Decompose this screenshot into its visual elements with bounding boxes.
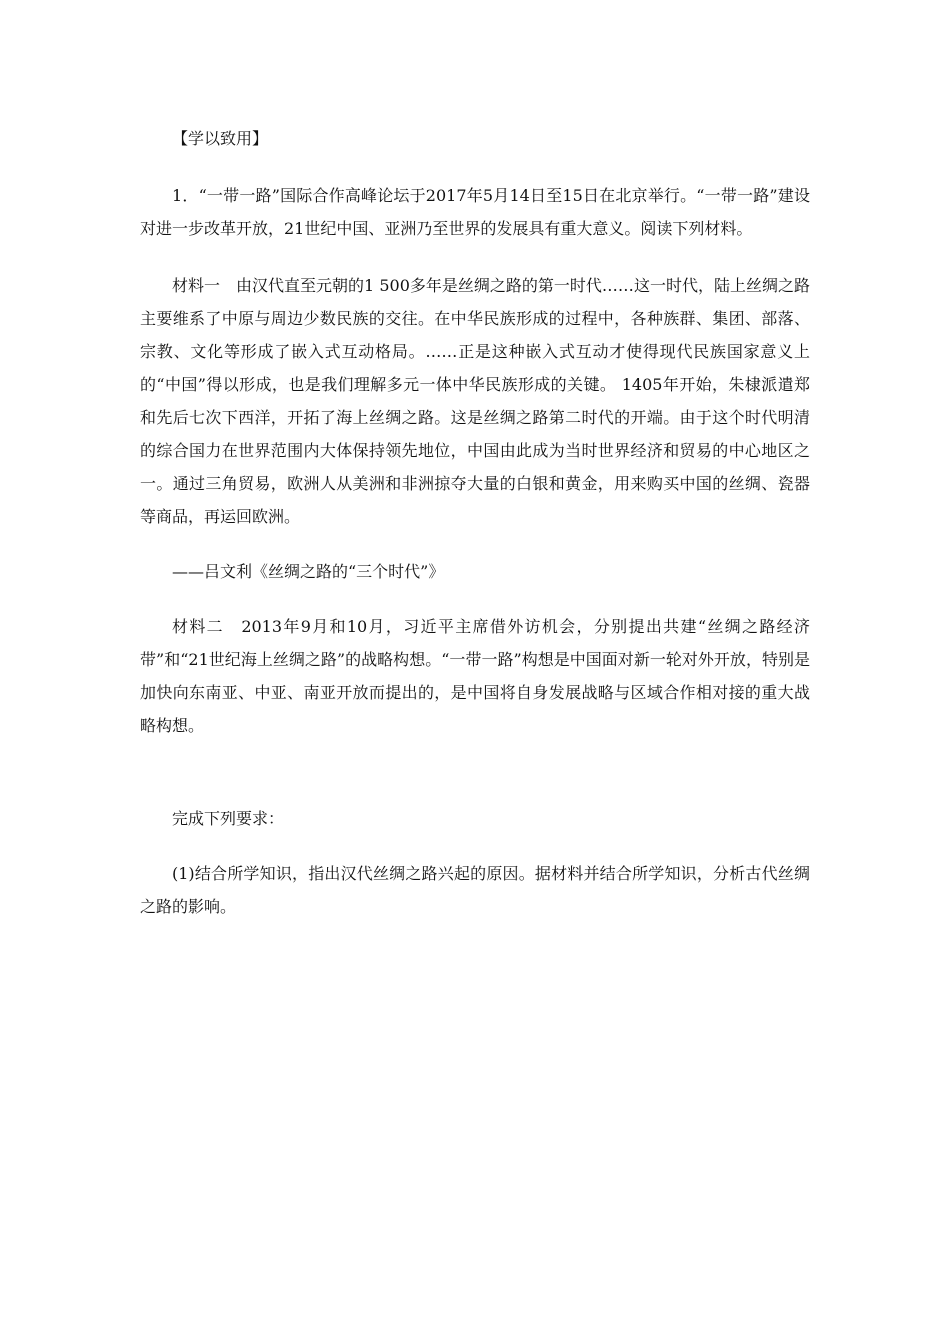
material-one-text: 材料一 由汉代直至元朝的1 500多年是丝绸之路的第一时代……这一时代，陆上丝绸之路主要维系了中原与周边少数民族的交往。在中华民族形成的过程中，各种族群、集团、部落、宗教、文化等形成了嵌入式互动格局。……正是这种嵌入式互动才使得现代民族国家意义上的“中国”得以形成，也是我们理解多元一体中华民族形成的关键。 1405年开始，朱棣派遣郑和先后七次下西洋，开拓了海上丝绸之路。这是丝绸之路第二时代的开端。由于这个时代明清的综合国力在世界范围内大体保持领先地位，中国由此成为当时世界经济和贸易的中心地区之一。通过三角贸易，欧洲人从美洲和非洲掠夺大量的白银和黄金，用来购买中国的丝绸、瓷器等商品，再运回欧洲。 — [140, 276, 810, 526]
section-heading: 【学以致用】 — [172, 129, 269, 148]
requirement-item-1: (1)结合所学知识，指出汉代丝绸之路兴起的原因。据材料并结合所学知识，分析古代丝绸之路的影响。 — [140, 864, 810, 916]
question-intro: 1．“一带一路”国际合作高峰论坛于2017年5月14日至15日在北京举行。“一带一路”建设对进一步改革开放，21世纪中国、亚洲乃至世界的发展具有重大意义。阅读下列材料。 — [140, 186, 810, 238]
requirements-prompt: 完成下列要求： — [172, 809, 285, 828]
material-two-text: 材料二 2013年9月和10月，习近平主席借外访机会，分别提出共建“丝绸之路经济带”和“21世纪海上丝绸之路”的战略构想。“一带一路”构想是中国面对新一轮对外开放，特别是加快向东南亚、中亚、南亚开放而提出的，是中国将自身发展战略与区域合作相对接的重大战略构想。 — [140, 617, 810, 735]
document-content — [140, 122, 810, 923]
material-one-source: ——吕文利《丝绸之路的“三个时代”》 — [172, 562, 445, 581]
